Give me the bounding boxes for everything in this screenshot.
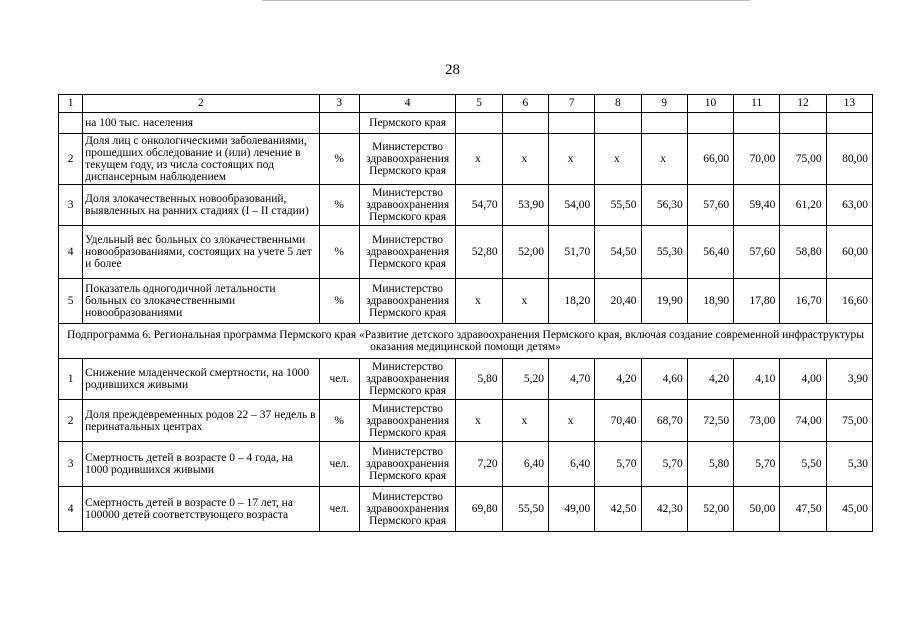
column-header: 12: [780, 95, 826, 113]
unit: чел.: [319, 487, 359, 532]
value-cell: х: [641, 134, 687, 185]
unit: %: [319, 400, 359, 442]
value-cell: 68,70: [641, 400, 687, 442]
value-cell: 16,60: [826, 279, 872, 324]
value-cell: 16,70: [780, 279, 826, 324]
table-row: [59, 400, 873, 442]
value-cell: 45,00: [826, 487, 872, 532]
executor: Министерство здравоохранения Пермского края: [359, 442, 456, 487]
value-cell: 52,00: [687, 487, 733, 532]
value-cell: 42,50: [595, 487, 641, 532]
value-cell: 18,90: [687, 279, 733, 324]
value-cell: 5,50: [780, 442, 826, 487]
value-cell: 6,40: [502, 442, 548, 487]
value-cell: 52,00: [502, 226, 548, 279]
value-cell: 60,00: [826, 226, 872, 279]
indicator-name: Удельный вес больных со злокачественными новообразованиями, состоящих на учете 5 лет и более: [83, 226, 319, 279]
value-cell: 50,00: [734, 487, 780, 532]
value-cell: 4,60: [641, 359, 687, 400]
value-cell: 74,00: [780, 400, 826, 442]
value-cell: 5,70: [734, 442, 780, 487]
executor: Министерство здравоохранения Пермского края: [359, 400, 456, 442]
row-number: 2: [59, 400, 83, 442]
column-header: 7: [548, 95, 594, 113]
value-cell: 55,30: [641, 226, 687, 279]
value-cell: 4,70: [548, 359, 594, 400]
row-number: 1: [59, 359, 83, 400]
value-cell: 4,20: [595, 359, 641, 400]
value-cell: 59,40: [734, 185, 780, 226]
executor: Министерство здравоохранения Пермского края: [359, 134, 456, 185]
scan-edge-line: [262, 0, 750, 1]
subprogram-title: Подпрограмма 6. Региональная программа Пермского края «Развитие детского здравоохранения Пермского края, включая создание современной инфраструктуры оказания медицинской помощи детям»: [59, 324, 873, 359]
table-row: [59, 226, 873, 279]
value-cell: х: [456, 134, 502, 185]
value-cell: х: [456, 400, 502, 442]
column-header: 1: [59, 95, 83, 113]
executor: Пермского края: [359, 113, 456, 134]
executor: Министерство здравоохранения Пермского края: [359, 487, 456, 532]
value-cell: 54,00: [548, 185, 594, 226]
unit: чел.: [319, 442, 359, 487]
value-cell: х: [502, 134, 548, 185]
value-cell: 20,40: [595, 279, 641, 324]
table-header-row: [59, 95, 873, 113]
value-cell: 73,00: [734, 400, 780, 442]
value-cell: 4,20: [687, 359, 733, 400]
executor: Министерство здравоохранения Пермского края: [359, 359, 456, 400]
value-cell: 53,90: [502, 185, 548, 226]
unit: %: [319, 279, 359, 324]
column-header: 8: [595, 95, 641, 113]
column-header: 13: [826, 95, 872, 113]
value-cell: х: [502, 400, 548, 442]
unit: %: [319, 226, 359, 279]
table-row: [59, 185, 873, 226]
value-cell: 7,20: [456, 442, 502, 487]
value-cell: 54,70: [456, 185, 502, 226]
value-cell: 63,00: [826, 185, 872, 226]
value-cell: 5,80: [687, 442, 733, 487]
value-cell: 17,80: [734, 279, 780, 324]
table-row-continuation: [59, 113, 873, 134]
value-cell: 5,30: [826, 442, 872, 487]
value-cell: 4,00: [780, 359, 826, 400]
value-cell: 66,00: [687, 134, 733, 185]
executor: Министерство здравоохранения Пермского края: [359, 279, 456, 324]
value-cell: 4,10: [734, 359, 780, 400]
column-header: 9: [641, 95, 687, 113]
executor: Министерство здравоохранения Пермского края: [359, 226, 456, 279]
value-cell: 75,00: [826, 400, 872, 442]
value-cell: 75,00: [780, 134, 826, 185]
column-header: 5: [456, 95, 502, 113]
value-cell: 70,00: [734, 134, 780, 185]
column-header: 11: [734, 95, 780, 113]
value-cell: 57,60: [734, 226, 780, 279]
row-number: 4: [59, 487, 83, 532]
indicator-name: Доля преждевременных родов 22 – 37 недель в перинатальных центрах: [83, 400, 319, 442]
table-row: [59, 279, 873, 324]
page-number: 28: [445, 62, 460, 78]
value-cell: 54,50: [595, 226, 641, 279]
subprogram-row: [59, 324, 873, 359]
column-header: 4: [359, 95, 456, 113]
column-header: 10: [687, 95, 733, 113]
unit: [319, 113, 359, 134]
value-cell: 6,40: [548, 442, 594, 487]
value-cell: 58,80: [780, 226, 826, 279]
table-row: [59, 359, 873, 400]
row-number: 3: [59, 442, 83, 487]
value-cell: 52,80: [456, 226, 502, 279]
indicator-name: на 100 тыс. населения: [83, 113, 319, 134]
value-cell: 47,50: [780, 487, 826, 532]
unit: %: [319, 134, 359, 185]
value-cell: 80,00: [826, 134, 872, 185]
value-cell: 19,90: [641, 279, 687, 324]
row-number: 5: [59, 279, 83, 324]
value-cell: 3,90: [826, 359, 872, 400]
value-cell: 55,50: [502, 487, 548, 532]
value-cell: 5,20: [502, 359, 548, 400]
value-cell: 69,80: [456, 487, 502, 532]
value-cell: х: [595, 134, 641, 185]
value-cell: 57,60: [687, 185, 733, 226]
value-cell: 55,50: [595, 185, 641, 226]
table-row: [59, 442, 873, 487]
table-row: [59, 134, 873, 185]
indicator-name: Доля злокачественных новообразований, выявленных на ранних стадиях (I – II стадии): [83, 185, 319, 226]
value-cell: 5,80: [456, 359, 502, 400]
value-cell: 49,00: [548, 487, 594, 532]
value-cell: х: [548, 400, 594, 442]
row-number: 4: [59, 226, 83, 279]
value-cell: х: [548, 134, 594, 185]
unit: %: [319, 185, 359, 226]
column-header: 3: [319, 95, 359, 113]
value-cell: х: [502, 279, 548, 324]
column-header: 6: [502, 95, 548, 113]
unit: чел.: [319, 359, 359, 400]
table-row: [59, 487, 873, 532]
row-number: 3: [59, 185, 83, 226]
value-cell: 5,70: [641, 442, 687, 487]
value-cell: 61,20: [780, 185, 826, 226]
value-cell: 72,50: [687, 400, 733, 442]
executor: Министерство здравоохранения Пермского края: [359, 185, 456, 226]
row-number: 2: [59, 134, 83, 185]
value-cell: х: [456, 279, 502, 324]
indicator-name: Смертность детей в возрасте 0 – 17 лет, на 100000 детей соответствующего возраста: [83, 487, 319, 532]
value-cell: 56,30: [641, 185, 687, 226]
indicator-name: Показатель одногодичной летальности больных со злокачественными новообразованиями: [83, 279, 319, 324]
indicator-name: Смертность детей в возрасте 0 – 4 года, на 1000 родившихся живыми: [83, 442, 319, 487]
value-cell: 56,40: [687, 226, 733, 279]
value-cell: 51,70: [548, 226, 594, 279]
column-header: 2: [83, 95, 319, 113]
row-number: [59, 113, 83, 134]
indicator-name: Доля лиц с онкологическими заболеваниями, прошедших обследование и (или) лечение в текущем году, из числа состоящих под диспансерным наблюдением: [83, 134, 319, 185]
value-cell: 42,30: [641, 487, 687, 532]
indicators-table: [58, 94, 873, 532]
value-cell: 5,70: [595, 442, 641, 487]
indicator-name: Снижение младенческой смертности, на 1000 родившихся живыми: [83, 359, 319, 400]
value-cell: 70,40: [595, 400, 641, 442]
value-cell: 18,20: [548, 279, 594, 324]
